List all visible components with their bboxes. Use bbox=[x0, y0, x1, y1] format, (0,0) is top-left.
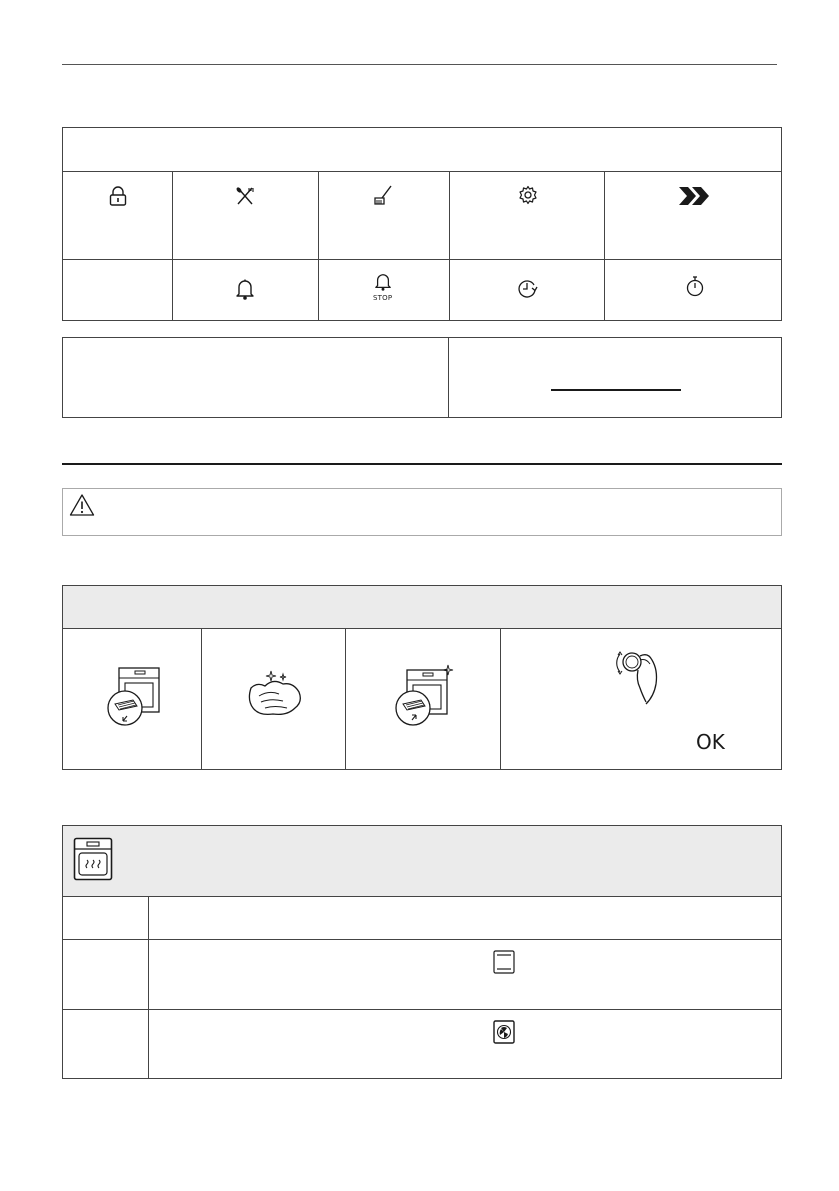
table-col-divider bbox=[201, 628, 202, 769]
steps-table bbox=[62, 585, 782, 770]
table-col-divider bbox=[449, 171, 450, 320]
cleaning-brush-icon bbox=[372, 184, 394, 206]
lock-icon bbox=[109, 186, 127, 206]
cleaning-cloth-icon bbox=[243, 668, 307, 720]
hand-knob-icon bbox=[608, 644, 674, 710]
page-header-rule bbox=[62, 64, 777, 65]
display-icons-table bbox=[62, 127, 782, 321]
table-col-divider bbox=[500, 628, 501, 769]
warning-box bbox=[62, 488, 782, 536]
clock-forward-icon bbox=[517, 278, 539, 298]
heating-header bbox=[63, 826, 781, 896]
display-example-box bbox=[62, 337, 782, 418]
bell-stop-icon bbox=[374, 273, 392, 291]
table-row-divider bbox=[63, 171, 781, 172]
oven-remove-shelf-icon bbox=[105, 666, 163, 726]
table-row-divider bbox=[63, 896, 781, 897]
section-rule bbox=[62, 463, 782, 465]
bell-stop-label: STOP bbox=[373, 294, 393, 302]
oven-bottom-heat-icon bbox=[73, 837, 113, 881]
gear-icon bbox=[518, 185, 538, 205]
oven-fan-icon bbox=[493, 1020, 515, 1044]
table-row-divider bbox=[63, 259, 781, 260]
warning-triangle-icon bbox=[69, 493, 95, 517]
display-blank-underline bbox=[551, 389, 681, 391]
box-col-divider bbox=[448, 338, 449, 417]
table-col-divider bbox=[172, 171, 173, 320]
table-col-divider bbox=[318, 171, 319, 320]
heating-table bbox=[62, 825, 782, 1079]
stopwatch-icon bbox=[685, 275, 705, 297]
table-row-divider bbox=[63, 939, 781, 940]
table-row-divider bbox=[63, 1009, 781, 1010]
table-col-divider bbox=[604, 171, 605, 320]
cutlery-icon bbox=[235, 186, 255, 206]
table-row-divider bbox=[63, 628, 781, 629]
oven-insert-shelf-icon bbox=[393, 664, 455, 726]
double-chevron-right-icon bbox=[677, 185, 711, 207]
table-col-divider bbox=[345, 628, 346, 769]
ok-label: OK bbox=[696, 730, 725, 754]
bell-icon bbox=[235, 278, 255, 300]
table-col-divider bbox=[148, 896, 149, 1078]
steps-header bbox=[63, 586, 781, 628]
oven-heat-frame-icon bbox=[493, 950, 515, 974]
